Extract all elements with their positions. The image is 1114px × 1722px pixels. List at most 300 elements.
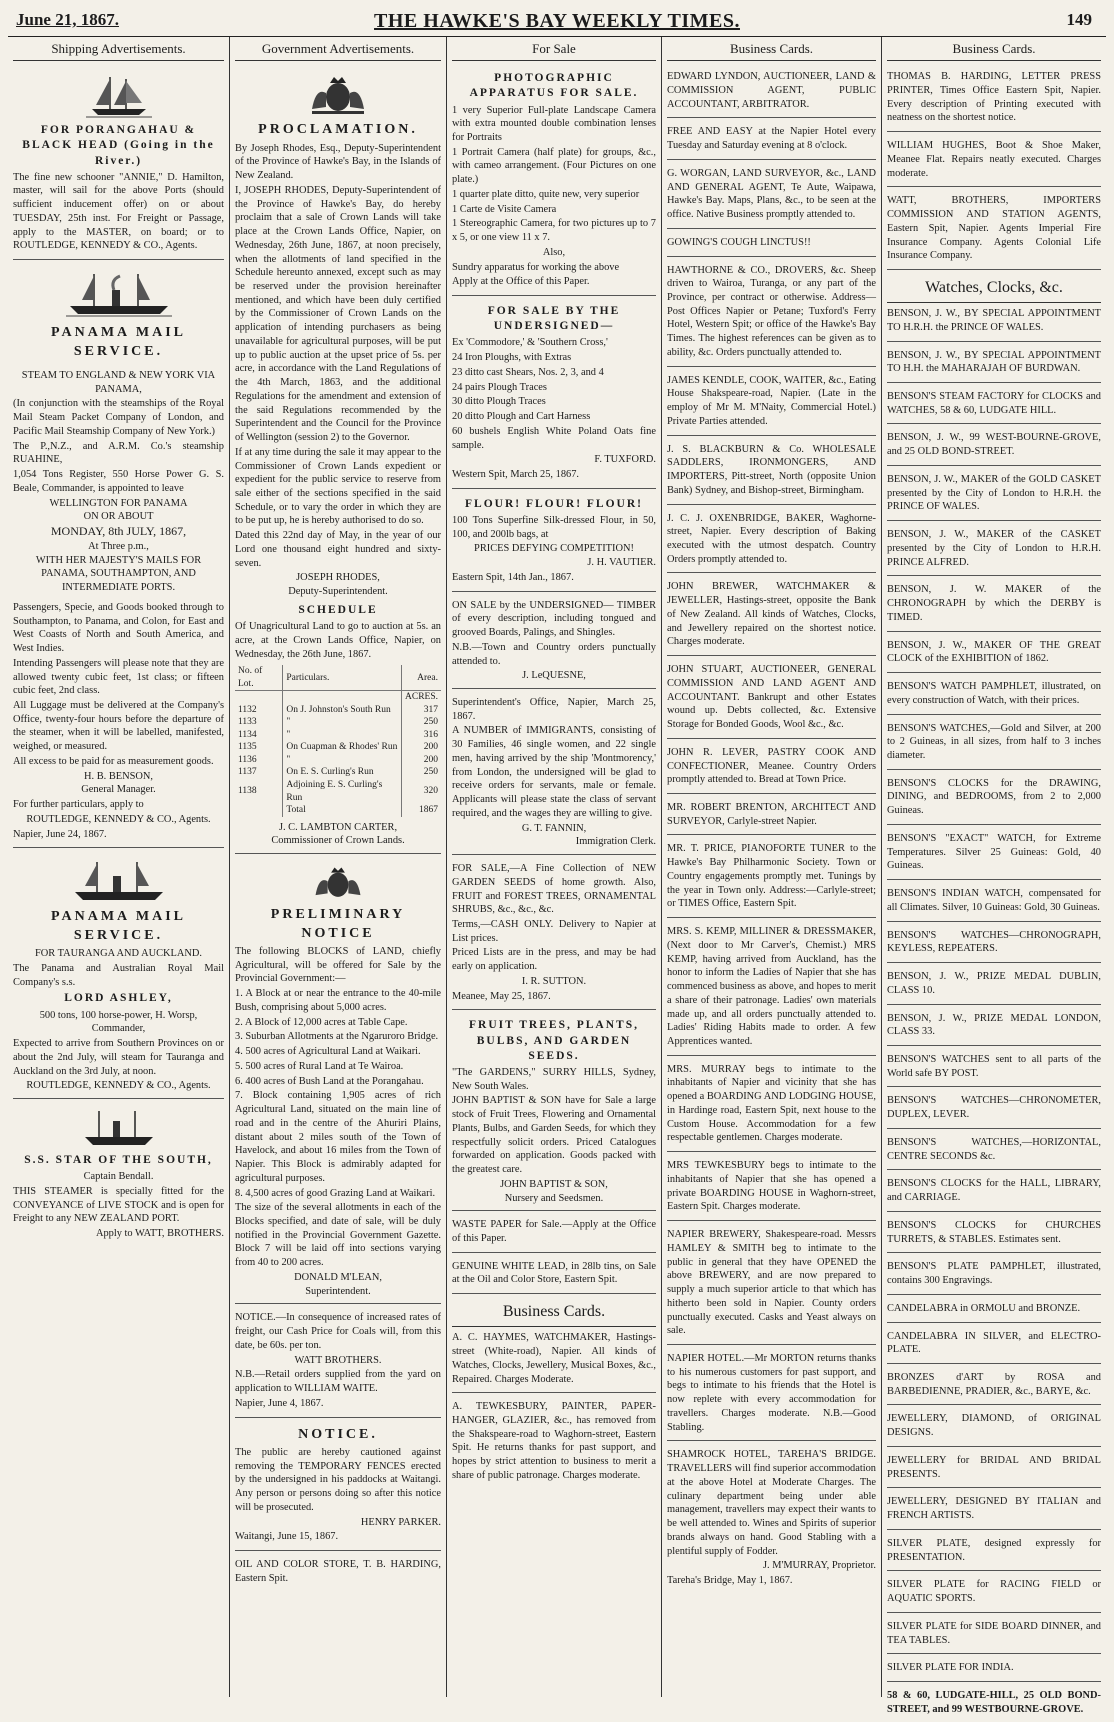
ad-panama-p2: Intending Passengers will please note that they are allowed twenty cubic feet, 1st class; or fifteen cubic feet, 2nd class. <box>13 657 224 697</box>
column-heading-business-cards-2: Business Cards. <box>887 37 1101 61</box>
proclamation-by: By Joseph Rhodes, Esq., Deputy-Superintendent of the Province of Hawke's Bay, in the Islands of New Zealand. <box>235 142 441 182</box>
card-text: WATT, BROTHERS, IMPORTERS COMMISSION AND STATION AGENTS, Eastern Spit, Napier. Agents Imperial Fire Insurance Company. Agents Colonial Life Insurance Company. <box>887 195 1101 262</box>
total-label: Total <box>283 804 402 817</box>
ploughs-date: Western Spit, March 25, 1867. <box>452 469 580 480</box>
list-item: 23 ditto cast Shears, Nos. 2, 3, and 4 <box>452 366 604 378</box>
business-card <box>667 1348 876 1441</box>
seeds-sig: I. R. SUTTON. <box>521 975 587 987</box>
fence-notice-body: The public are hereby cautioned against removing the TEMPORARY FENCES erected by the undersigned in his paddocks at Waitangi. Any person or persons doing so after this notice will be prosecuted. <box>235 1446 441 1513</box>
benson-ad <box>887 1256 1101 1294</box>
lot-particulars: " <box>283 729 402 742</box>
watches-heading: Watches, Clocks, &c. <box>887 273 1101 303</box>
ad-porangahau <box>13 66 224 260</box>
benson-ad <box>887 883 1101 921</box>
ad-star-heading: S.S. STAR OF THE SOUTH, <box>24 1154 213 1167</box>
page-number: 149 <box>1066 10 1092 29</box>
card-text: MRS TEWKESBURY begs to intimate to the inhabitants of Napier that she has opened a private BOARDING HOUSE in Waghorn-street, Eastern Spit. Charges moderate. <box>667 1160 876 1213</box>
ad-text: CANDELABRA IN SILVER, and ELECTRO-PLATE. <box>887 1330 1101 1356</box>
ad-text: BENSON'S CLOCKS for the DRAWING, DINING, and BEDROOMS, from 2 to 2,000 Guineas. <box>887 777 1101 817</box>
card-text: NAPIER HOTEL.—Mr MORTON returns thanks to his numerous customers for past support, and begs to intimate to his friends that the Hotel is now replete with every accommodation for travellers. Charges moderate. N.B.—Good Stabling. <box>667 1352 876 1433</box>
fruit-trees-heading: FRUIT TREES, PLANTS, BULBS, AND GARDEN SEEDS. <box>469 1019 639 1062</box>
list-item: 3. Suburban Allotments at the Ngaruroro Bridge. <box>235 1031 439 1043</box>
ad-panama-p1: Passengers, Specie, and Goods booked through to Southampton, to Panama, and Colon, for East and West Coasts of North and South America, and West Indies. <box>13 601 224 655</box>
ad-text: SILVER PLATE, designed expressly for PRESENTATION. <box>887 1537 1101 1563</box>
schedule-col-area: Area. <box>401 665 441 691</box>
lot-particulars: Adjoining E. S. Curling's Run <box>283 779 402 804</box>
ad-text: JEWELLERY, DIAMOND, of ORIGINAL DESIGNS. <box>887 1413 1101 1439</box>
misc-ad <box>887 1298 1101 1323</box>
list-item: 2. A Block of 12,000 acres at Table Cape. <box>235 1016 408 1028</box>
lot-area: 200 <box>423 742 438 753</box>
steamship-icon <box>79 1109 159 1149</box>
lot-area: 200 <box>423 754 438 765</box>
list-item: 6. 400 acres of Bush Land at the Porangahau. <box>235 1075 424 1087</box>
ad-lord-ashley-agents: ROUTLEDGE, KENNEDY & CO., Agents. <box>26 1080 211 1092</box>
benson-ad <box>887 676 1101 714</box>
benson-ad <box>887 427 1101 465</box>
waste-paper-body: WASTE PAPER for Sale.—Apply at the Office of this Paper. <box>452 1219 656 1244</box>
ad-text: BENSON, J. W., BY SPECIAL APPOINTMENT TO H.R.H. the PRINCE OF WALES. <box>887 308 1101 333</box>
business-card <box>667 742 876 794</box>
schedule-intro: Of Unagricultural Land to go to auction at 5s. an acre, at the Crown Lands Office, Napier, on Wednesday, the 26th June, 1867. <box>235 621 441 660</box>
card-text: JOHN STUART, AUCTIONEER, GENERAL COMMISSION AND LAND AGENT AND ACCOUNTANT. Bankrupt and other Estates wound up. Debts collected, &c. Extensive Storage for Bonded Goods, Wool &c., &c. <box>667 664 876 731</box>
ad-panama-time: At Three p.m., <box>88 540 149 552</box>
lot-number: 1137 <box>235 766 283 779</box>
misc-ad <box>887 1533 1101 1571</box>
column-heading-business-cards: Business Cards. <box>667 37 876 61</box>
total-value: 1867 <box>419 805 438 816</box>
ad-panama-further: For further particulars, apply to <box>13 799 144 811</box>
ad-text: CANDELABRA in ORMOLU and BRONZE. <box>887 1302 1081 1314</box>
royal-crest-icon <box>298 73 378 117</box>
preliminary-body2: The size of the several allotments in each of the Blocks specified, and date of sale, will be duly notified in the Provincial Government Gazette. Block 7 will be laid off into sections varying from 40 to 200 acres. <box>235 1202 441 1269</box>
benson-ad <box>887 1173 1101 1211</box>
ad-panama-port: WELLINGTON FOR PANAMA <box>49 497 188 509</box>
immigrants-body: A NUMBER of IMMIGRANTS, consisting of 30 Families, 46 single women, and 22 single men, having arrived by the ship 'Montmorency,' from London, the undersigned will be glad to receive orders for servants, male or female. Applicants will please state the class of servant required, and the wages they are willing to give. <box>452 725 656 819</box>
card-text: J. S. BLACKBURN & Co. WHOLESALE SADDLERS, IRONMONGERS, AND IMPORTERS, Pitt-street, North (opposite Union Bank) Sydney, and Bishop-street, Birmingham. <box>667 443 876 496</box>
list-item: 60 bushels English White Poland Oats fine sample. <box>452 425 656 451</box>
ad-timber <box>452 595 656 689</box>
ad-fruit-trees <box>452 1013 656 1211</box>
column-heading-for-sale: For Sale <box>452 37 656 61</box>
ad-panama-agents: ROUTLEDGE, KENNEDY & CO., Agents. <box>26 813 211 825</box>
business-card <box>667 439 876 505</box>
ad-panama-dateline: Napier, June 24, 1867. <box>13 828 107 840</box>
card-text: THOMAS B. HARDING, LETTER PRESS PRINTER, Times Office Eastern Spit, Napier. Every description of Printing executed with neatness on the shortest notice. <box>887 71 1101 124</box>
coal-notice-date: Napier, June 4, 1867. <box>235 1397 324 1409</box>
business-card <box>667 163 876 229</box>
ad-text: BENSON'S INDIAN WATCH, compensated for all Climates. Silver, 10 Guineas: Gold, 30 Guineas. <box>887 888 1101 913</box>
lot-number: 1136 <box>235 754 283 767</box>
ad-text: BENSON, J. W., 99 WEST-BOURNE-GROVE, and 25 OLD BOND-STREET. <box>887 432 1101 458</box>
ploughs-sig: F. TUXFORD. <box>594 454 656 466</box>
immigrants-sig-title: Immigration Clerk. <box>575 836 656 848</box>
ad-text: SILVER PLATE for RACING FIELD or AQUATIC SPORTS. <box>887 1579 1101 1605</box>
list-item: 24 Iron Ploughs, with Extras <box>452 352 572 364</box>
ad-panama-body: (In conjunction with the steamships of the Royal Mail Steam Packet Company of London, and Pacific Mail Steamship Company of New York.) <box>13 398 224 437</box>
business-card <box>667 232 876 257</box>
list-item: 8. 4,500 acres of good Grazing Land at Waikari. <box>235 1187 436 1199</box>
ad-text: BENSON'S WATCH PAMPHLET, illustrated, on every construction of Watch, with their prices. <box>887 681 1101 706</box>
misc-ad <box>887 1408 1101 1446</box>
business-card <box>667 370 876 436</box>
misc-ad <box>887 1491 1101 1529</box>
card-text: MRS. MURRAY begs to intimate to the inhabitants of Napier and vicinity that she has opened a BOARDING AND LODGING HOUSE, in Hardinge road, Eastern Spit, next house to the Custom House. Accommodation for a few respectable gentlemen. Charges moderate. <box>667 1063 876 1144</box>
immigrants-from: Superintendent's Office, Napier, March 25, 1867. <box>452 696 656 722</box>
seeds-terms: Terms,—CASH ONLY. Delivery to Napier at List prices. <box>452 919 656 944</box>
table-row <box>235 716 441 729</box>
column-government <box>230 37 447 1697</box>
fruit-trees-sig-title: Nursery and Seedsmen. <box>504 1192 604 1204</box>
card-haymes <box>452 1327 656 1393</box>
business-card <box>667 1059 876 1152</box>
ad-text: BENSON'S STEAM FACTORY for CLOCKS and WATCHES, 58 & 60, LUDGATE HILL. <box>887 391 1101 416</box>
business-card <box>887 66 1101 132</box>
lot-number: 1132 <box>235 704 283 717</box>
ad-text: BENSON, J. W., MAKER of the GOLD CASKET presented by the City of London to H.R.H. the PRINCE OF WALES. <box>887 473 1101 513</box>
ad-star-apply: Apply to WATT, BROTHERS. <box>95 1228 224 1240</box>
benson-ad <box>887 718 1101 770</box>
benson-ad <box>887 303 1101 341</box>
column-heading-shipping: Shipping Advertisements. <box>13 37 224 61</box>
table-row <box>235 779 441 804</box>
shamrock-date: Tareha's Bridge, May 1, 1867. <box>667 1574 793 1586</box>
ad-fence-notice <box>235 1421 441 1552</box>
ad-text: BENSON'S "EXACT" WATCH, for Extreme Temperatures. Silver 25 Guineas: Gold, 40 Guineas. <box>887 832 1101 872</box>
table-row <box>235 741 441 754</box>
column-shipping <box>8 37 230 1697</box>
white-lead-body: GENUINE WHITE LEAD, in 28lb tins, on Sale at the Oil and Color Store, Eastern Spit. <box>452 1260 656 1286</box>
ad-lord-ashley-ship: LORD ASHLEY, <box>64 992 173 1005</box>
ad-star-of-the-south <box>13 1102 224 1246</box>
lot-number: 1138 <box>235 779 283 804</box>
ad-lord-ashley-heading: PANAMA MAIL SERVICE. <box>50 909 186 943</box>
schedule-sig: J. C. LAMBTON CARTER, <box>278 821 398 833</box>
card-text: GOWING'S COUGH LINCTUS!! <box>667 236 811 248</box>
list-item: 4. 500 acres of Agricultural Land at Waikari. <box>235 1046 421 1058</box>
proclamation-sig-title: Deputy-Superintendent. <box>288 586 388 598</box>
card-text: FREE AND EASY at the Napier Hotel every Tuesday and Saturday evening at 8 o'clock. <box>667 126 876 152</box>
ad-text: BENSON, J. W., PRIZE MEDAL DUBLIN, CLASS 10. <box>887 971 1101 996</box>
preliminary-sig-title: Superintendent. <box>305 1285 371 1297</box>
card-text: WILLIAM HUGHES, Boot & Shoe Maker, Meanee Flat. Repairs neatly executed. Charges moderate. <box>887 140 1101 179</box>
ad-text: SILVER PLATE FOR INDIA. <box>887 1662 1014 1674</box>
benson-ad <box>887 386 1101 424</box>
business-card <box>667 659 876 739</box>
list-item: 5. 500 acres of Rural Land at Te Wairoa. <box>235 1060 404 1072</box>
flour-price: PRICES DEFYING COMPETITION! <box>474 543 634 555</box>
oil-color-store-body: OIL AND COLOR STORE, T. B. HARDING, Eastern Spit. <box>235 1559 441 1584</box>
card-text: J. C. J. OXENBRIDGE, BAKER, Waghorne-street, Napier. Every description of Baking executed with the utmost despatch. Country Orders promptly attended to. <box>667 512 876 565</box>
ad-text: BENSON, J. W., MAKER of the CASKET presented by the City of London to H.R.H. PRINCE ALFRED. <box>887 529 1101 568</box>
benson-ad <box>887 469 1101 521</box>
card-text: A. TEWKESBURY, PAINTER, PAPER-HANGER, GLAZIER, &c., has removed from the Shakspeare-road to Waghorn-street, Eastern Spit. He returns thanks for past support, and hopes by strict attention to business to merit a share of public patronage. Charges moderate. <box>452 1401 656 1481</box>
proclamation-heading: PROCLAMATION. <box>258 122 418 138</box>
card-text: G. WORGAN, LAND SURVEYOR, &c., LAND AND GENERAL AGENT, Te Aute, Waipawa, Hawke's Bay. Maps, Plans, &c., to be seen at the office. Native Business promptly attended to. <box>667 167 876 221</box>
card-text: MR. T. PRICE, PIANOFORTE TUNER to the Hawke's Bay Philharmonic Society. Town or Country engagements promptly met. Tunings by the year in Town only. Address:—Carlyle-street; or TIMES Office, Eastern Spit. <box>667 843 876 910</box>
business-card <box>667 576 876 656</box>
ad-text: BENSON'S WATCHES,—Gold and Silver, at 200 to 2 Guineas, in all sizes, from half to 3 inches diameter. <box>887 722 1101 761</box>
benson-ad <box>887 345 1101 383</box>
steamship-icon <box>69 858 169 904</box>
ad-star-body: THIS STEAMER is specially fitted for the CONVEYANCE of LIVE STOCK and is open for Freight to any NEW ZEALAND PORT. <box>13 1185 224 1225</box>
card-text: HAWTHORNE & CO., DROVERS, &c. Sheep driven to Wairoa, Turanga, or any part of the Province, per contract or otherwise. Address—Post Offices Napier or Petane; Tuxford's Ferry Hotel, Western Spit; or office of the Hawke's Bay Times. The highest references can be given as to ability, &c. Orders punctually attended to. <box>667 264 876 358</box>
benson-ad <box>887 828 1101 880</box>
ad-panama-mails: WITH HER MAJESTY'S MAILS FOR PANAMA, SOUTHAMPTON, AND INTERMEDIATE PORTS. <box>35 554 202 594</box>
benson-ad <box>887 966 1101 1004</box>
misc-ad <box>887 1367 1101 1405</box>
flour-date: Eastern Spit, 14th Jan., 1867. <box>452 571 574 583</box>
lot-number: 1135 <box>235 741 283 754</box>
ad-oil-color-store <box>235 1554 441 1591</box>
list-item: 1 Stereographic Camera, for two pictures up to 7 x 5, or one view 11 x 7. <box>452 218 656 244</box>
misc-ad <box>887 1326 1101 1364</box>
business-card <box>667 1224 876 1345</box>
flour-heading: FLOUR! FLOUR! FLOUR! <box>465 497 643 510</box>
lot-particulars: " <box>283 754 402 767</box>
column-for-sale <box>447 37 662 1697</box>
list-item: 20 ditto Plough and Cart Harness <box>452 411 591 423</box>
ad-panama-mail <box>13 263 224 848</box>
list-item: 24 pairs Plough Traces <box>452 381 547 393</box>
fence-notice-sig: HENRY PARKER. <box>360 1516 441 1528</box>
schedule-col-lot: No. of Lot. <box>235 665 283 691</box>
ad-text: SILVER PLATE for SIDE BOARD DINNER, and TEA TABLES. <box>887 1620 1101 1646</box>
ad-white-lead <box>452 1256 656 1294</box>
ad-text: BENSON'S WATCHES—CHRONOMETER, DUPLEX, LEVER. <box>887 1095 1101 1121</box>
list-item: 7. Block containing 1,905 acres of rich Agricultural Land, situated on the main line of road and in the centre of the Ahuriri Plains, distant about 2 miles south of the Town of Havelock, and about 16 miles from the Town of Napier. This Block is admirably adapted for agricultural purposes. <box>235 1090 441 1184</box>
business-card <box>887 190 1101 270</box>
schedule-sig-title: Commissioner of Crown Lands. <box>271 835 405 847</box>
ad-coal-notice <box>235 1307 441 1417</box>
preliminary-body: The following BLOCKS of LAND, chiefly Agricultural, will be offered for Sale by the Provincial Government:— <box>235 946 441 985</box>
ad-flour <box>452 492 656 592</box>
seeds-date: Meanee, May 25, 1867. <box>452 990 551 1002</box>
lot-number: 1133 <box>235 716 283 729</box>
timber-sig: J. LeQUESNE, <box>522 670 586 682</box>
benson-ad <box>887 773 1101 825</box>
card-text: JAMES KENDLE, COOK, WAITER, &c., Eating House Shakspeare-road, Napier. (Late in the employ of Mr M. M'Naity, Commercial Hotel.) Private Parties attended. <box>667 374 876 427</box>
benson-ad <box>887 579 1101 631</box>
card-text: A. C. HAYMES, WATCHMAKER, Hastings-street (White-road), Napier. All kinds of Watches, Clocks, Jewellery, Musical Boxes, &c., Repaired. Charges Moderate. <box>452 1332 656 1385</box>
card-text: MR. ROBERT BRENTON, ARCHITECT AND SURVEYOR, Carlyle-street Napier. <box>667 802 876 827</box>
list-item: 1. A Block at or near the entrance to the 40-mile Bush, comprising about 5,000 acres. <box>235 988 441 1013</box>
ad-panama-p4: All excess to be paid for as measurement goods. <box>13 755 214 767</box>
benson-ad <box>887 1090 1101 1128</box>
card-text: EDWARD LYNDON, AUCTIONEER, LAND & COMMISSION AGENT, PUBLIC ACCOUNTANT, ARBITRATOR. <box>667 71 876 110</box>
seeds-body: FOR SALE,—A Fine Collection of NEW GARDEN SEEDS of home growth. Also, FRUIT and FOREST TREES, ORNAMENTAL SHRUBS, &c., &c., &c. <box>452 863 656 916</box>
ad-text: 58 & 60, LUDGATE-HILL, 25 OLD BOND-STREET, and 99 WESTBOURNE-GROVE. <box>887 1690 1101 1715</box>
fence-notice-date: Waitangi, June 15, 1867. <box>235 1531 339 1543</box>
card-text: NAPIER BREWERY, Shakespeare-road. Messrs HAMLEY & SMITH beg to intimate to the public in general that they have OPENED the above BREWERY, and are now prepared to supply a much superior article to that which has hitherto been sold in Napier. County orders punctually executed. Casks and Yeast always on sale. <box>667 1229 876 1337</box>
benson-ad <box>887 635 1101 673</box>
card-tewkesbury <box>452 1396 656 1488</box>
list-item: 30 ditto Plough Traces <box>452 396 546 408</box>
ad-text: BENSON, J. W., MAKER OF THE GREAT CLOCK of the EXHIBITION of 1862. <box>887 639 1101 665</box>
newspaper-title: THE HAWKE'S BAY WEEKLY TIMES. <box>374 10 740 32</box>
ad-text: BRONZES d'ART by ROSA and BARBEDIENNE, PRADIER, &c., BARYE, &c. <box>887 1372 1101 1397</box>
ad-panama-sub: STEAM TO ENGLAND & NEW YORK VIA PANAMA, <box>21 370 216 395</box>
ad-panama-date: MONDAY, 8th JULY, 1867, <box>50 524 187 539</box>
ad-panama-on: ON OR ABOUT <box>83 511 154 523</box>
card-text: JOHN BREWER, WATCHMAKER & JEWELLER, Hastings-street, opposite the Bank of New Zealand. All kinds of Watches, Clocks, and Jewellery repaired on the shortest notice. Charges moderate. <box>667 581 876 648</box>
issue-date: June 21, 1867. <box>16 10 119 29</box>
schedule-units: ACRES. <box>405 692 438 703</box>
photo-also: Also, <box>542 246 566 258</box>
ad-lord-ashley-p: Expected to arrive from Southern Provinces on or about the 2nd July, will steam for Tauranga and Auckland on the 3rd July, at noon. <box>13 1038 224 1077</box>
photo-apply: Apply at the Office of this Paper. <box>452 276 590 288</box>
shamrock-sig: J. M'MURRAY, Proprietor. <box>762 1560 876 1572</box>
ploughs-ex: Ex 'Commodore,' & 'Southern Cross,' <box>452 337 608 349</box>
photo-heading: PHOTOGRAPHIC APPARATUS FOR SALE. <box>469 72 639 100</box>
coal-notice-sig: WATT BROTHERS. <box>294 1354 382 1366</box>
column-business-cards <box>662 37 882 1697</box>
ad-text: BENSON'S WATCHES—CHRONOGRAPH, KEYLESS, REPEATERS. <box>887 929 1101 955</box>
business-card <box>667 1444 876 1593</box>
ad-proclamation <box>235 66 441 854</box>
photo-sundry: Sundry apparatus for working the above <box>452 261 620 273</box>
ad-panama-p3: All Luggage must be delivered at the Company's Office, twenty-four hours before the departure of the steamer, when it will be labelled, manifested, weighed, or measured. <box>13 700 224 753</box>
proclamation-dated: Dated this 22nd day of May, in the year of our Lord one thousand eight hundred and sixty-seven. <box>235 530 441 569</box>
ad-star-captain: Captain Bendall. <box>83 1171 154 1183</box>
list-item: 1 Carte de Visite Camera <box>452 203 557 215</box>
ad-panama-tons: 1,054 Tons Register, 550 Horse Power G. S. Beale, Commander, is appointed to leave <box>13 469 224 494</box>
card-text: JOHN R. LEVER, PASTRY COOK AND CONFECTIONER, Meanee. Country Orders promptly attended to. Bread at Town Price. <box>667 746 876 786</box>
business-card <box>667 121 876 159</box>
preliminary-heading: PRELIMINARY NOTICE <box>270 907 406 941</box>
ad-lord-ashley-body: The Panama and Australian Royal Mail Company's s.s. <box>13 963 224 988</box>
ad-text: BENSON, J. W., BY SPECIAL APPOINTMENT TO H.H. the MAHARAJAH OF BURDWAN. <box>887 349 1101 375</box>
ad-text: BENSON'S CLOCKS for CHURCHES TURRETS, & STABLES. Estimates sent. <box>887 1219 1101 1245</box>
column-watches <box>882 37 1106 1715</box>
preliminary-sig: DONALD M'LEAN, <box>294 1271 382 1283</box>
ad-lord-ashley <box>13 851 224 1099</box>
table-row <box>235 729 441 742</box>
ad-text: BENSON'S WATCHES sent to all parts of the World safe BY POST. <box>887 1053 1101 1079</box>
proclamation-sig: JOSEPH RHODES, <box>296 572 380 584</box>
masthead <box>8 8 1106 37</box>
schooner-icon <box>84 73 154 119</box>
lot-particulars: " <box>283 716 402 729</box>
ad-lord-ashley-tons: 500 tons, 100 horse-power, H. Worsp, Commander, <box>39 1009 198 1035</box>
seeds-lists: Priced Lists are in the press, and may be had early on application. <box>452 947 656 973</box>
ploughs-heading: FOR SALE BY THE UNDERSIGNED— <box>487 305 621 333</box>
card-text: SHAMROCK HOTEL, TAREHA'S BRIDGE. TRAVELLERS will find superior accommodation at the above Hotel at Moderate Charges. The culinary department being under able management, travellers may expect their wants to be well attended to. Wines and Spirits of superior brands always on hand. Good Stabling with a plentiful supply of Fodder. <box>667 1449 876 1557</box>
benson-ad <box>887 524 1101 576</box>
business-card <box>667 508 876 574</box>
business-card <box>667 1155 876 1221</box>
ad-text: BENSON'S PLATE PAMPHLET, illustrated, contains 300 Engravings. <box>887 1261 1101 1287</box>
benson-ad <box>887 1049 1101 1087</box>
ad-preliminary-notice <box>235 857 441 1304</box>
list-item: 1 very Superior Full-plate Landscape Camera with extra mounted double combination lenses for Portraits <box>452 104 656 143</box>
business-cards-heading: Business Cards. <box>452 1297 656 1327</box>
proclamation-body: I, JOSEPH RHODES, Deputy-Superintendent of the Province of Hawke's Bay, do hereby proclaim that a sale of Crown Lands will take place at the Crown Lands Office, Napier, on Wednesday, 26th June, 1867, at noon precisely, when the allotments of land specified in the Schedule hereunto annexed, except such as may be reserved under the provision hereinafter mentioned, and which have been duly certified by the Commissioner of Crown Lands on the application of intending purchasers as being unavailable for agricultural purposes, will be put up to public auction at the upset price of 5s. per acre, in accordance with the Land Regulations of the 4th March, 1863, and the additional Regulations for the amendment and extension of the said Regulations recommended by the Superintendent and the Council for the Province of Wellington (session 2) to the Governor. <box>235 184 441 444</box>
ad-ploughs <box>452 299 656 489</box>
benson-ad <box>887 925 1101 963</box>
timber-nb: N.B.—Town and Country orders punctually attended to. <box>452 641 656 667</box>
ad-panama-ship: The P.,N.Z., and A.R.M. Co.'s steamship RUAHINE, <box>13 440 224 466</box>
coal-notice-nb: N.B.—Retail orders supplied from the yard on application to WILLIAM WAITE. <box>235 1369 441 1395</box>
card-text: MRS. S. KEMP, MILLINER & DRESSMAKER, (Next door to Mr Carver's, Chemist.) MRS KEMP, having arrived from Auckland, has the honor to inform the Ladies of Napier that she has commenced business as above, and hopes to merit a share of their patronage. Ladies' own materials made up, and all orders punctually attended to. Ladies' Riding Habits made to order. A few Apprentices wanted. <box>667 926 876 1048</box>
benson-ad <box>887 1215 1101 1253</box>
ad-panama-sig-title: General Manager. <box>81 784 156 796</box>
table-row <box>235 766 441 779</box>
business-card <box>667 838 876 918</box>
ad-lord-ashley-sub: FOR TAURANGA AND AUCKLAND. <box>35 948 202 960</box>
misc-ad <box>887 1574 1101 1612</box>
misc-ad <box>887 1616 1101 1654</box>
ad-waste-paper <box>452 1214 656 1252</box>
table-row <box>235 704 441 717</box>
list-item: 1 Portrait Camera (half plate) for groups, &c., with cameo arrangement. (Four Pictures on one plate.) <box>452 146 656 186</box>
ad-text: JEWELLERY for BRIDAL AND BRIDAL PRESENTS. <box>887 1454 1101 1480</box>
schedule-col-particulars: Particulars. <box>283 665 402 691</box>
ad-panama-heading: PANAMA MAIL SERVICE. <box>50 325 186 359</box>
misc-ad <box>887 1657 1101 1682</box>
business-card <box>667 260 876 367</box>
lot-particulars: On Cuapman & Rhodes' Run <box>283 741 402 754</box>
ad-text: JEWELLERY, DESIGNED BY ITALIAN and FRENCH ARTISTS. <box>887 1496 1101 1522</box>
royal-crest-icon <box>303 864 373 902</box>
benson-ad <box>887 1008 1101 1046</box>
column-heading-government: Government Advertisements. <box>235 37 441 61</box>
ad-garden-seeds <box>452 858 656 1010</box>
flour-sig: J. H. VAUTIER. <box>587 557 656 569</box>
table-row <box>235 754 441 767</box>
misc-ad <box>887 1450 1101 1488</box>
business-card <box>887 135 1101 187</box>
business-card <box>667 797 876 835</box>
steamship-icon <box>64 270 174 320</box>
business-card <box>667 66 876 118</box>
list-item: 1 quarter plate ditto, quite new, very superior <box>452 188 640 200</box>
lot-area: 250 <box>423 767 438 778</box>
immigrants-sig: G. T. FANNIN, <box>521 822 587 834</box>
timber-body: ON SALE by the UNDERSIGNED— TIMBER of every description, including tongued and grooved Boards, Palings, and Shingles. <box>452 599 656 639</box>
schedule-table <box>235 665 441 816</box>
proclamation-body2: If at any time during the sale it may appear to the Commissioner of Crown Lands expedient or expedient for the public service to reserve from sale either of the sections specified in the said Schedule, or to vary the order in which they are to be put up, he is hereby authorised to do so. <box>235 446 441 527</box>
benson-ad <box>887 1132 1101 1170</box>
fruit-trees-sig: JOHN BAPTIST & SON, <box>500 1178 608 1190</box>
ad-porangahau-heading: FOR PORANGAHAU & BLACK HEAD (Going in the River.) <box>22 124 215 167</box>
fruit-trees-body: JOHN BAPTIST & SON have for Sale a large stock of Fruit Trees, Flowering and Ornamental Plants, Bulbs, and Garden Seeds, for which they respectfully solicit orders. Priced Catalogues forwarded on application. Goods packed with the greatest care. <box>452 1095 656 1176</box>
ad-text: BENSON'S CLOCKS for the HALL, LIBRARY, and CARRIAGE. <box>887 1178 1101 1204</box>
lot-area: 250 <box>423 717 438 728</box>
ad-immigrants <box>452 692 656 855</box>
table-total-row <box>235 804 441 817</box>
schedule-heading: SCHEDULE <box>298 603 378 616</box>
fruit-trees-sub: "The GARDENS," SURRY HILLS, Sydney, New South Wales. <box>452 1066 656 1092</box>
lot-area: 320 <box>423 786 438 797</box>
fence-notice-heading: NOTICE. <box>298 1426 378 1442</box>
lot-area: 317 <box>423 704 438 715</box>
ad-text: BENSON'S WATCHES,—HORIZONTAL, CENTRE SECONDS &c. <box>887 1136 1101 1162</box>
lot-particulars: On J. Johnston's South Run <box>283 704 402 717</box>
ad-text: BENSON, J. W., PRIZE MEDAL LONDON, CLASS 33. <box>887 1012 1101 1038</box>
coal-notice-body: NOTICE.—In consequence of increased rates of freight, our Cash Price for Coals will, from this date, be 60s. per ton. <box>235 1312 441 1351</box>
columns <box>8 37 1106 1715</box>
lot-area: 316 <box>423 729 438 740</box>
lot-particulars: On E. S. Curling's Run <box>283 766 402 779</box>
ad-photographic-apparatus <box>452 66 656 296</box>
benson-address <box>887 1685 1101 1722</box>
ad-porangahau-body: The fine new schooner "ANNIE," D. Hamilton, master, will sail for the above Ports (should sufficient inducement offer) on or about TUESDAY, 25th inst. For Freight or Passage, apply to the MASTER, on board; or to ROUTLEDGE, KENNEDY & CO., Agents. <box>13 171 224 252</box>
flour-body: 100 Tons Superfine Silk-dressed Flour, in 50, 100, and 200lb bags, at <box>452 514 656 540</box>
business-card <box>667 921 876 1056</box>
ad-text: BENSON, J. W. MAKER of the CHRONOGRAPH by which the DERBY is TIMED. <box>887 584 1101 623</box>
lot-number: 1134 <box>235 729 283 742</box>
